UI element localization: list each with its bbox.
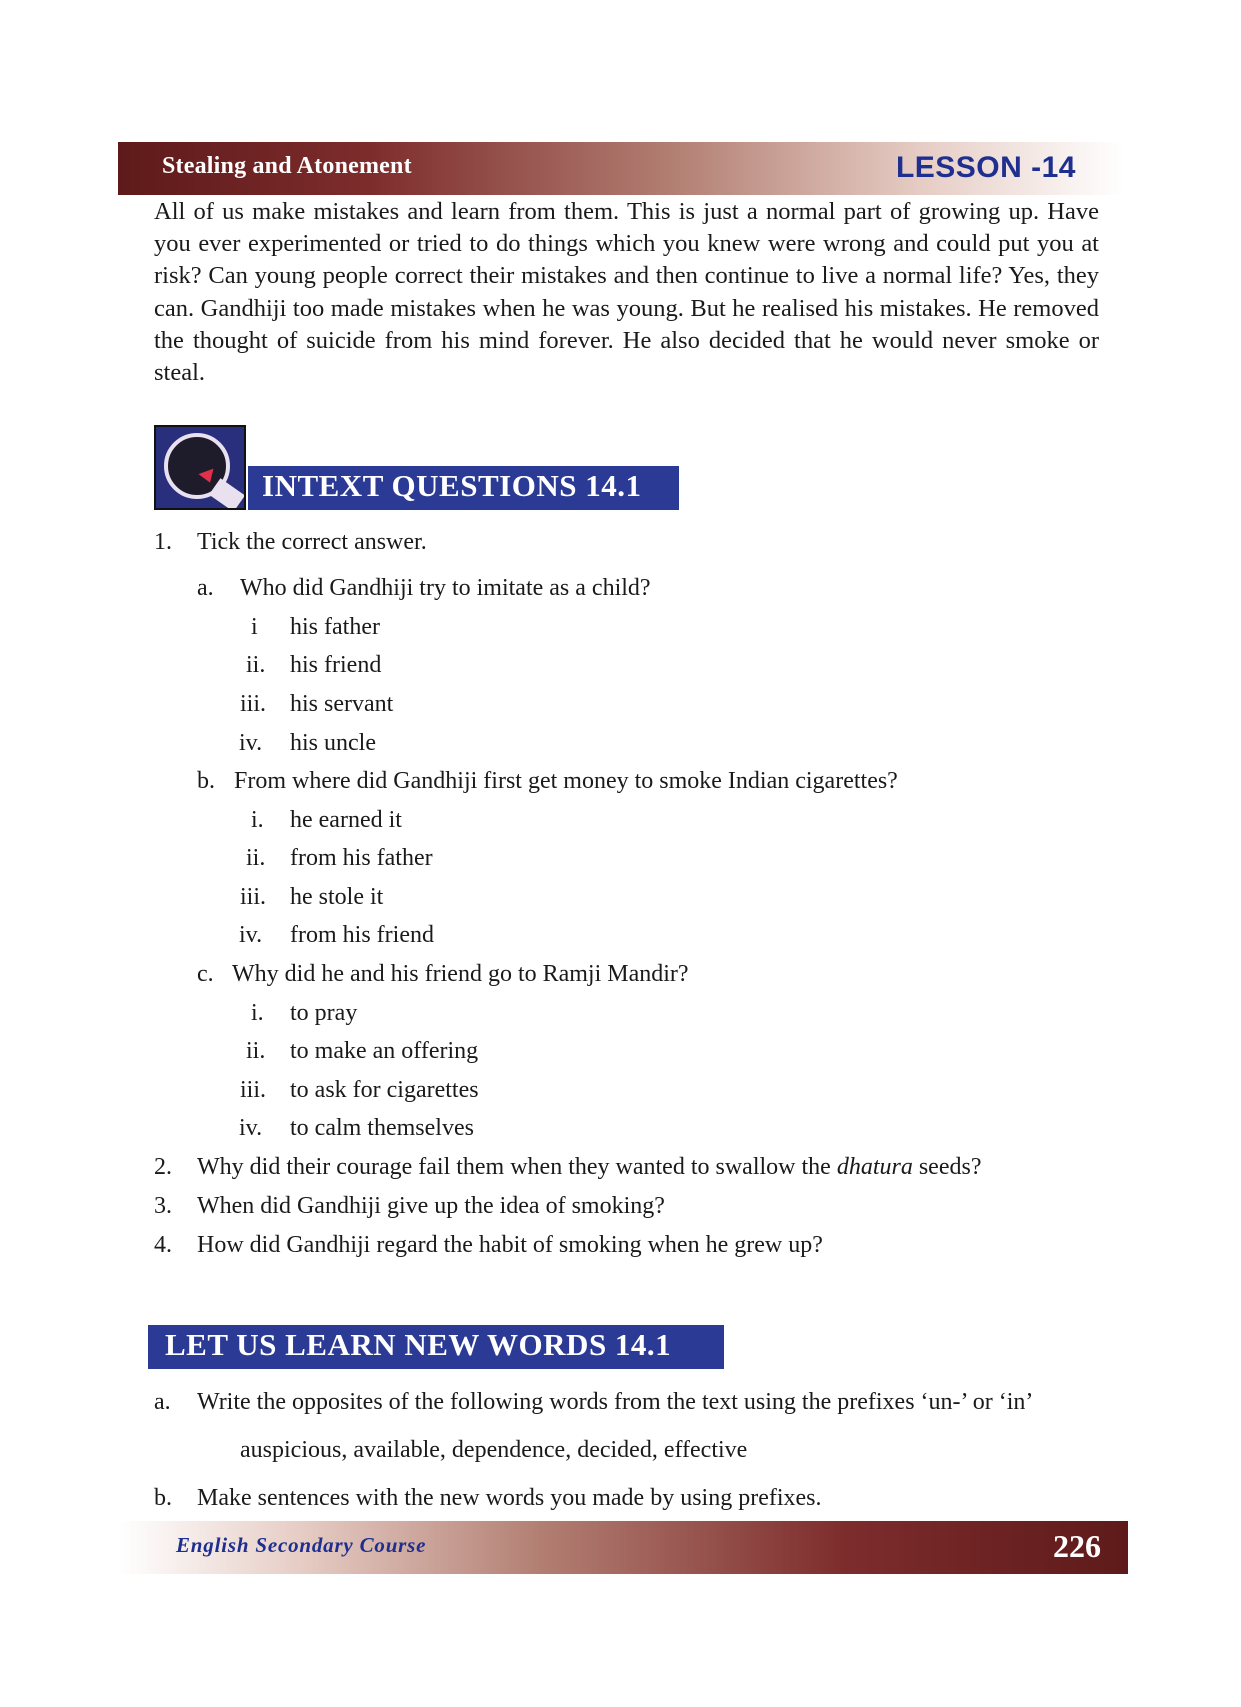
q1b-opt1-text: he earned it xyxy=(290,807,402,833)
q1a-opt3-text: his servant xyxy=(290,691,394,717)
q1a-opt2-num: ii. xyxy=(246,652,266,678)
page-number: 226 xyxy=(1053,1528,1101,1564)
q1c-opt4-num: iv. xyxy=(239,1115,263,1141)
q1b-opt3-text: he stole it xyxy=(290,884,384,910)
q1-text: Tick the correct answer. xyxy=(197,529,427,555)
word-list: auspicious, available, dependence, decided, effective xyxy=(240,1437,748,1463)
q1c-opt2-text: to make an offering xyxy=(290,1038,479,1064)
words-b-label: b. xyxy=(154,1485,172,1511)
q1b-opt3-num: iii. xyxy=(240,884,267,910)
q1a-text: Who did Gandhiji try to imitate as a child? xyxy=(240,575,651,601)
words-b-text: Make sentences with the new words you made by using prefixes. xyxy=(197,1485,822,1511)
q1c-opt3-text: to ask for cigarettes xyxy=(290,1077,479,1103)
q1c-opt4-text: to calm themselves xyxy=(290,1115,474,1141)
q1c-opt2-num: ii. xyxy=(246,1038,266,1064)
q1b-opt4-num: iv. xyxy=(239,922,263,948)
lesson-label: LESSON -14 xyxy=(895,151,1076,184)
q1c-opt3-num: iii. xyxy=(240,1077,267,1103)
q1b-opt2-text: from his father xyxy=(290,845,433,871)
q1c-label: c. xyxy=(197,961,214,987)
q1a-opt3-num: iii. xyxy=(240,691,267,717)
q1a-opt1-text: his father xyxy=(290,614,380,640)
intext-questions-heading: INTEXT QUESTIONS 14.1 xyxy=(248,466,679,510)
chapter-title: Stealing and Atonement xyxy=(162,153,412,179)
q1b-opt1-num: i. xyxy=(251,807,264,833)
course-name: English Secondary Course xyxy=(176,1533,427,1557)
q4-text: How did Gandhiji regard the habit of smoking when he grew up? xyxy=(197,1232,823,1258)
q1b-opt2-num: ii. xyxy=(246,845,266,871)
q3-number: 3. xyxy=(154,1193,172,1219)
q1a-opt1-num: i xyxy=(251,614,258,640)
q1b-text: From where did Gandhiji first get money to smoke Indian cigarettes? xyxy=(234,768,898,794)
question-icon xyxy=(154,425,246,510)
q1b-opt4-text: from his friend xyxy=(290,922,434,948)
new-words-heading: LET US LEARN NEW WORDS 14.1 xyxy=(148,1325,724,1369)
words-a-label: a. xyxy=(154,1389,171,1415)
q1a-opt4-text: his uncle xyxy=(290,730,376,756)
q1-number: 1. xyxy=(154,529,172,555)
q1c-opt1-text: to pray xyxy=(290,1000,358,1026)
q4-number: 4. xyxy=(154,1232,172,1258)
q3-text: When did Gandhiji give up the idea of smoking? xyxy=(197,1193,665,1219)
q1a-label: a. xyxy=(197,575,214,601)
q1c-text: Why did he and his friend go to Ramji Mandir? xyxy=(232,961,689,987)
q1a-opt2-text: his friend xyxy=(290,652,382,678)
q1c-opt1-num: i. xyxy=(251,1000,264,1026)
q2-number: 2. xyxy=(154,1154,172,1180)
words-a-text: Write the opposites of the following words from the text using the prefixes ‘un-’ or ‘in’ xyxy=(197,1389,1034,1415)
intro-paragraph: All of us make mistakes and learn from them. This is just a normal part of growing up. Have you ever experimented or tried to do things which you knew were wrong and could put you at risk? Can young people correct their mistakes and then continue to live a normal life? Yes, they can. Gandhiji too made mistakes when he was young. But he realised his mistakes. He removed the thought of suicide from his mind forever. He also decided that he would never smoke or steal. xyxy=(154,198,1099,387)
q2-text: Why did their courage fail them when they wanted to swallow the dhatura seeds? xyxy=(197,1154,982,1180)
q1b-label: b. xyxy=(197,768,215,794)
q1a-opt4-num: iv. xyxy=(239,730,263,756)
